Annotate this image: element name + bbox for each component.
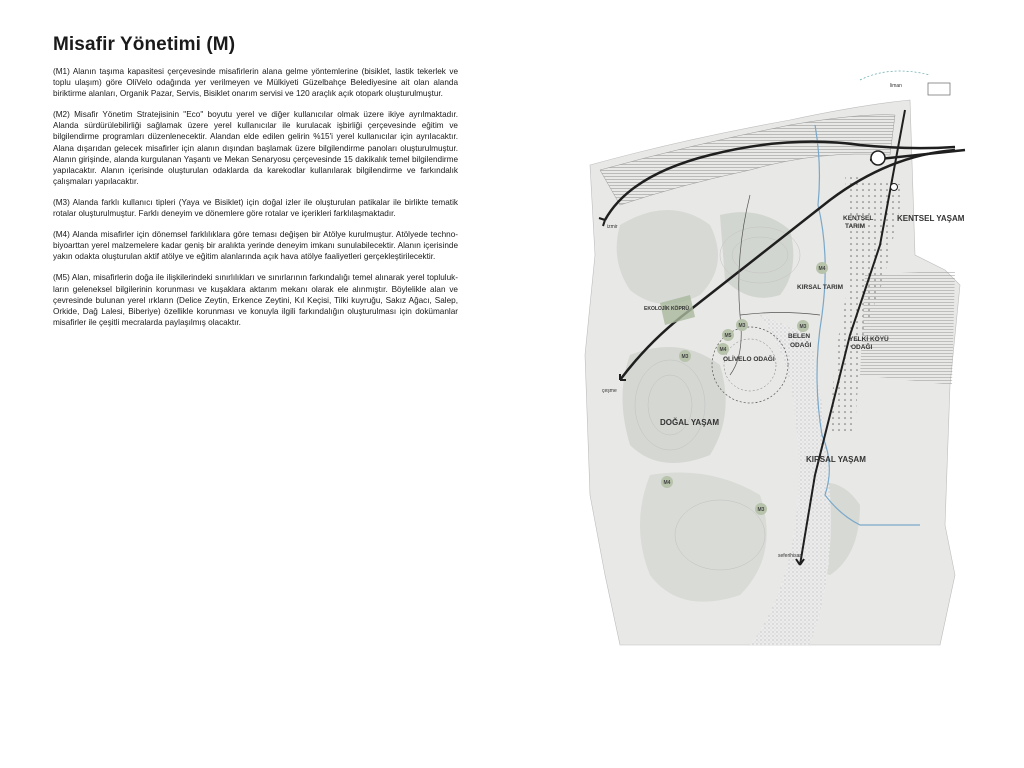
- page-title: Misafir Yönetimi (M): [53, 34, 236, 55]
- label-yelki-1: YELKİ KÖYÜ: [849, 336, 889, 343]
- marker-label: M4: [818, 266, 826, 272]
- label-yelki-2: ODAĞI: [851, 344, 873, 351]
- label-kirsal-tarim: KIRSAL TARIM: [797, 284, 843, 291]
- marker-label: M3: [681, 354, 689, 360]
- label-cesme: çeşme: [602, 388, 617, 394]
- site-map: [560, 55, 1000, 655]
- natural-area-patch: [617, 210, 718, 304]
- paragraph-m5: (M5) Alan, misafirlerin doğa ile ilişkilerindeki sınırlılıkları ve sınırlarının farkındalığı temel alınarak yerel toplulukların geleneksel bilgilerinin korunması ve kuşaklara aktarım mekanı olarak ele alınmıştır. Böylelikle alan ve çevresinde bulunan yerel ırkların (Delice Zeytin, Erkence Zeytini, Kıl Keçisi, Tilki kuyruğu, Sakız Ağacı, Salep, Orkide, Dağ Lalesi, Biberiye) özellikle korunması ve konuyla ilgili farkındalığın oluşturulması için dokümanlar misafirler ile çeşitli mecralarda paylaşılmış olacaktır.: [53, 273, 458, 327]
- marker-m4-south: [661, 476, 673, 488]
- text-column: [53, 34, 458, 338]
- label-liman: liman: [890, 83, 902, 89]
- label-seferihisar: seferihisar: [778, 553, 802, 559]
- label-kentsel-tarim-1: KENTSEL: [843, 215, 874, 222]
- label-kentsel-yasam: KENTSEL YAŞAM: [897, 214, 965, 223]
- label-dogal-yasam: DOĞAL YAŞAM: [660, 418, 719, 427]
- natural-area-patch: [623, 347, 726, 463]
- marker-label: M4: [719, 347, 727, 353]
- label-izmir: izmir: [607, 224, 618, 230]
- marker-m4-north: [816, 262, 828, 274]
- junction-node: [891, 184, 898, 191]
- marker-label: M3: [799, 324, 807, 330]
- marker-m5-olivelo: [722, 329, 734, 341]
- marker-m3-belen: [797, 320, 809, 332]
- port-building: [928, 83, 950, 95]
- marker-m3-west: [679, 350, 691, 362]
- marker-label: M4: [663, 480, 671, 486]
- label-kirsal-yasam: KIRSAL YAŞAM: [806, 455, 866, 464]
- paragraph-m2: (M2) Misafir Yönetim Stratejisinin "Eco" boyutu yerel ve diğer kullanıcılar olmak üzere ikiye ayrılmaktadır. Alanda sürdürülebilirliği sağlamak üzere yerel kullanıcılar ile kurulacak işbirliği çerçevesinde eğitim ve bilgilendirme programları düzenlenecektir. Alandan elde edilen gelirin %15'i yerel kullanıcılar için ayrılacaktır. Alana dışarıdan gelecek misafirler için alanın dışından başlamak üzere bilgilendirme panoları oluşturulmuştur. Alanın girişinde, alanda kurgulanan Yaşantı ve Mekan Senaryosu çerçevesinde 15 dakikalık temel bilgilendirme yapılacaktır. Alanın içerisinde oluşturulan odaklarda da karekodlar kullanılarak bilgilendirme ve farkındalık çalışmaları yapılacaktır.: [53, 110, 458, 186]
- marker-m3-south: [755, 503, 767, 515]
- label-belen-odagi-1: BELEN: [788, 333, 811, 340]
- marker-m3-olivelo: [736, 319, 748, 331]
- label-ekolojik-kopru: EKOLOJİK KÖPRÜ: [644, 306, 690, 312]
- roundabout: [871, 151, 885, 165]
- marker-label: M3: [757, 507, 765, 513]
- label-belen-odagi-2: ODAĞI: [790, 342, 812, 349]
- map-svg: [560, 55, 1000, 655]
- natural-area-patch: [640, 473, 767, 602]
- paragraph-m1: (M1) Alanın taşıma kapasitesi çerçevesinde misafirlerin alana gelme yöntemlerine (bisiklet, lastik tekerlek ve toplu ulaşım) göre OliVelo odağında yer verilmeyen ve Mülkiyeti Güzelbahçe Belediyesine ait olan alanda biriktirme alanları, Organik Pazar, Servis, Bisiklet onarım servisi ve 120 araçlık açık otopark oluşturulmuştur.: [53, 67, 458, 99]
- marker-label: M5: [724, 333, 732, 339]
- marker-m4-olivelo: [717, 343, 729, 355]
- marker-label: M3: [738, 323, 746, 329]
- natural-area-patch: [720, 212, 793, 298]
- coastline-dashes: [860, 71, 930, 80]
- label-kentsel-tarim-2: TARIM: [845, 223, 866, 230]
- paragraph-m3: (M3) Alanda farklı kullanıcı tipleri (Yaya ve Bisiklet) için doğal izler ile oluşturulan patikalar ile birlikte tematik rotalar oluşturulmuştur. Farklı deneyim ve dönemlere göre rotalar ve içerikleri farklılaşmaktadır.: [53, 197, 458, 219]
- paragraph-m4: (M4) Alanda misafirler için dönemsel farklılıklara göre teması değişen bir Atölye kurulmuştur. Atölyede techno-biyoarttan yerel malzemelere kadar geniş bir aralıkta yerinde deneyim imkanı sunulabilecektir. Alanın içerisinde yakın odakta oluşturulan aktif atölye ve eğitim alanlarında açık hava atölye faaliyetleri gerçekleştirilecektir.: [53, 230, 458, 262]
- label-olivelo-odagi: OLİVELO ODAĞI: [723, 356, 775, 363]
